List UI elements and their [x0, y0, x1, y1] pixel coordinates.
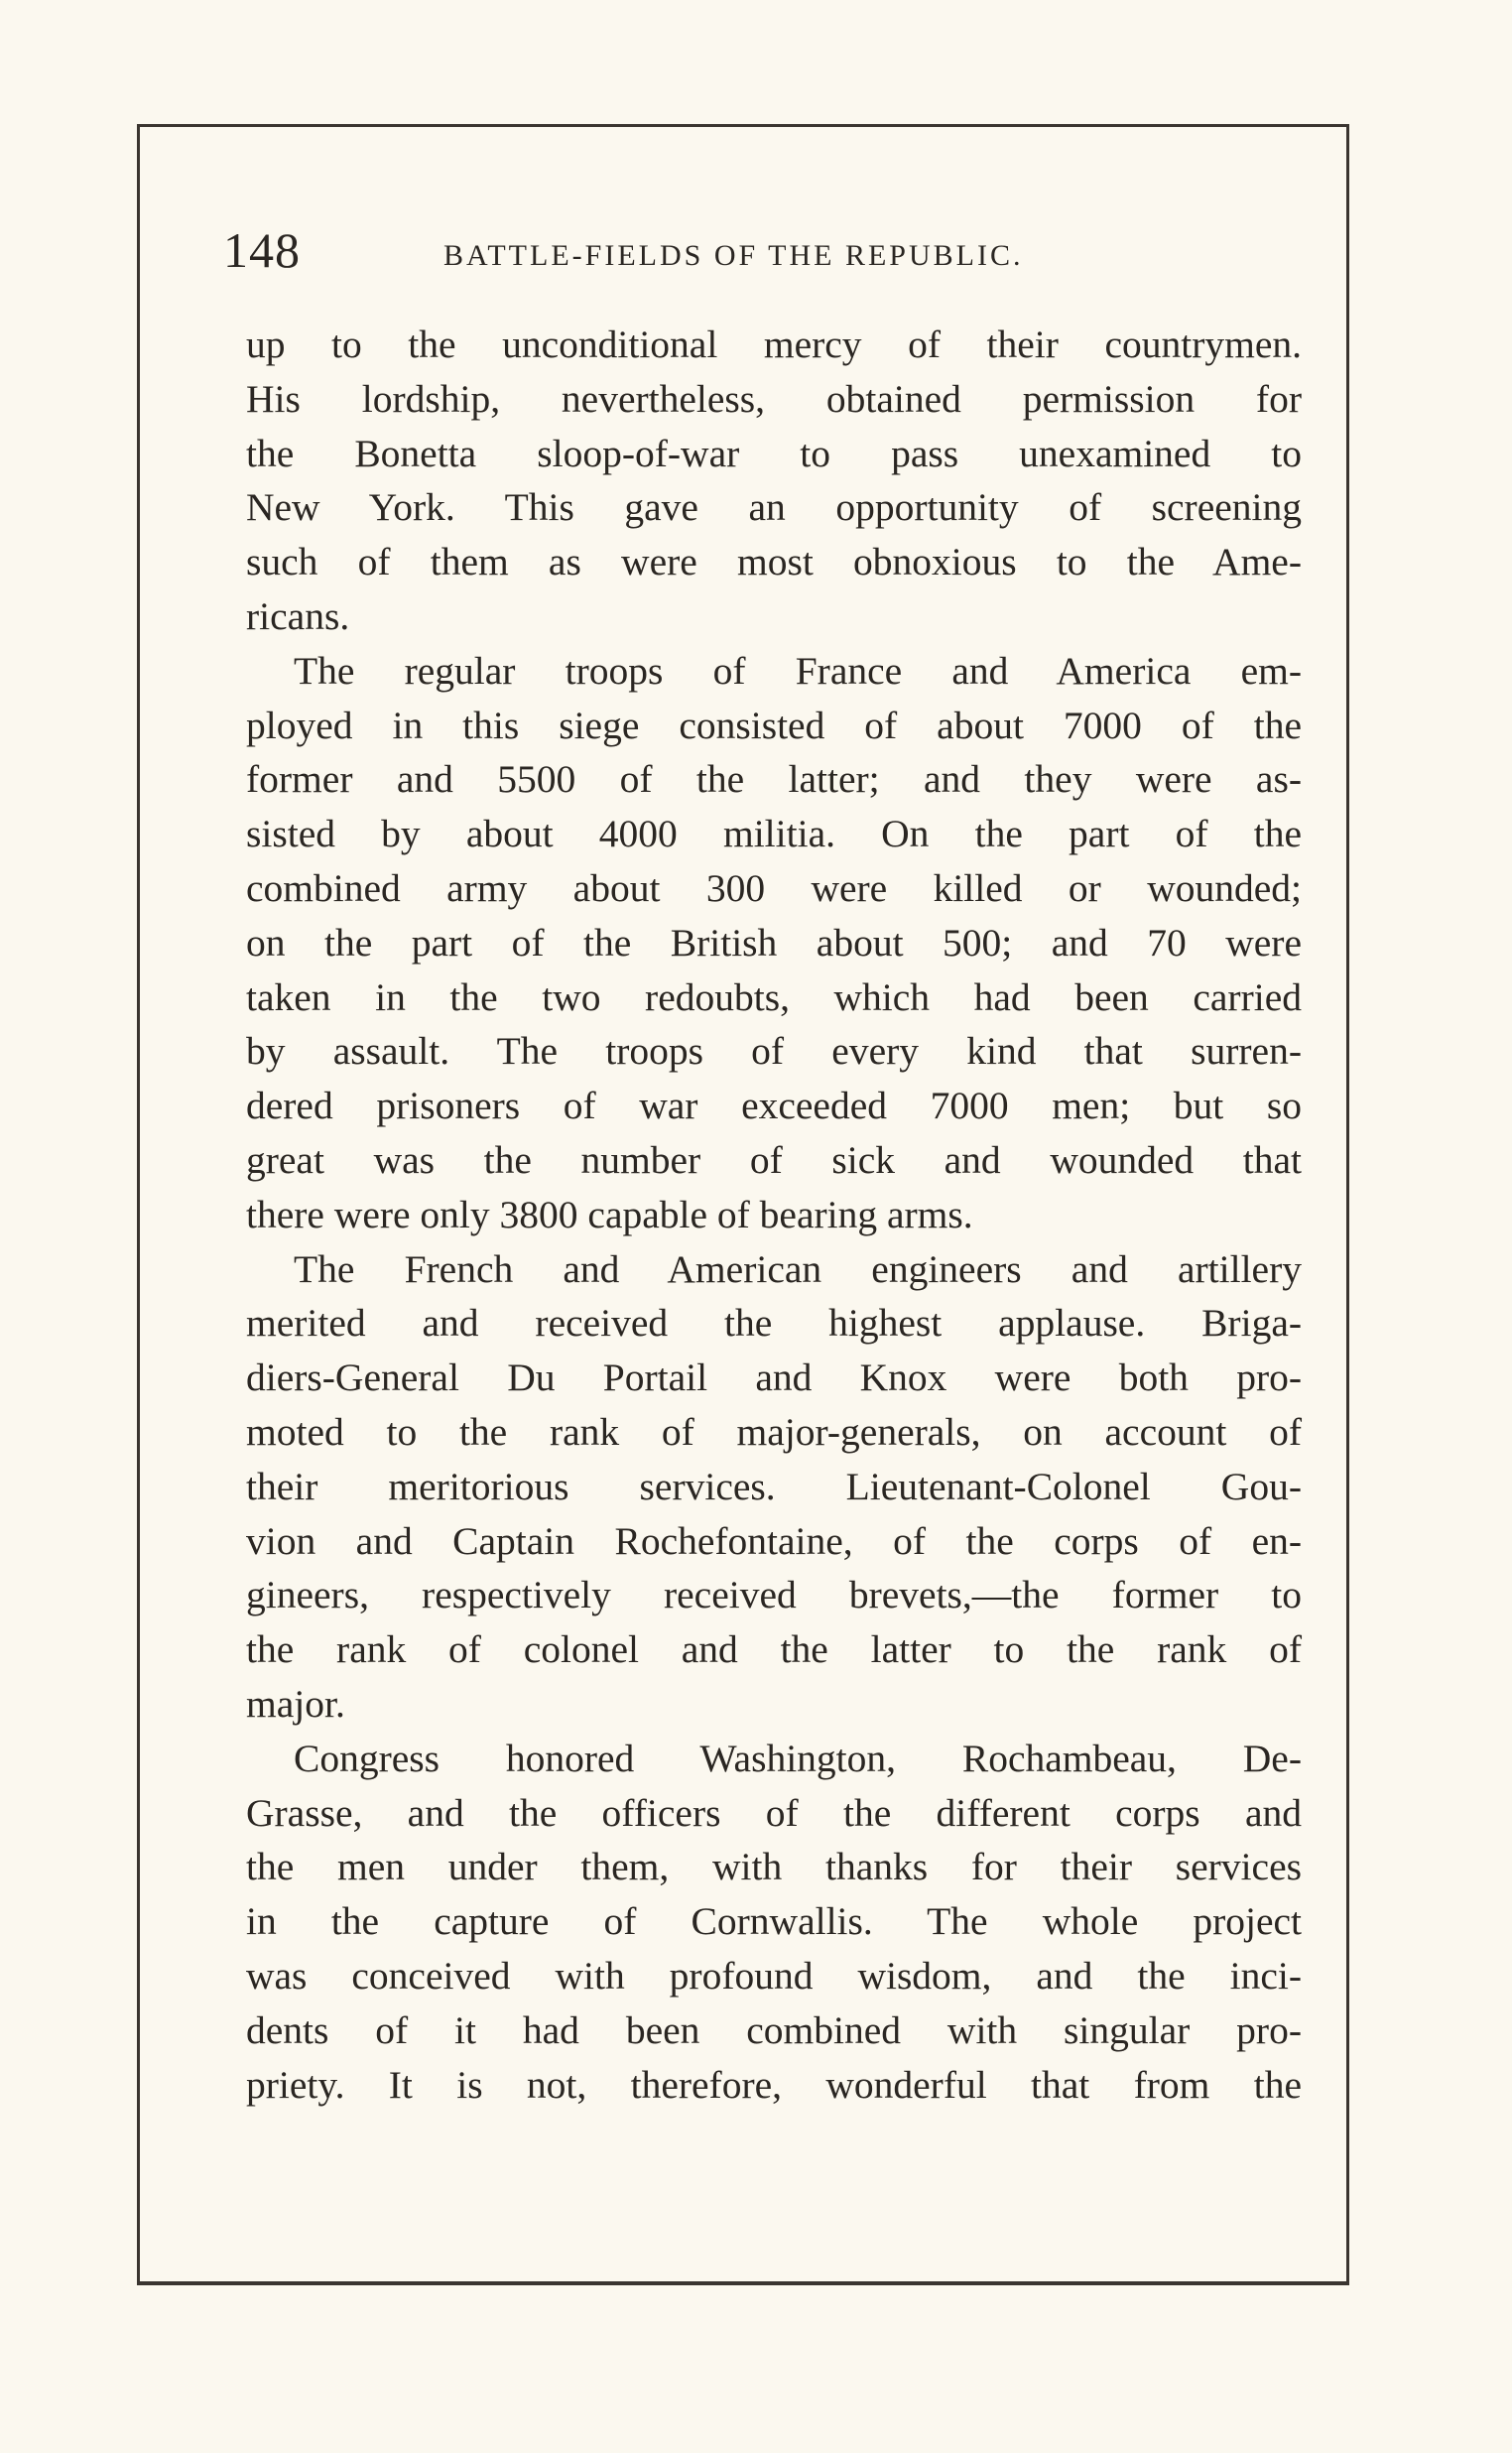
text-line: major.	[246, 1681, 345, 1726]
text-line: was conceived with profound wisdom, and the inci-	[246, 1953, 1302, 1998]
text-line: former and 5500 of the latter; and they were as-	[246, 757, 1302, 802]
text-line: gineers, respectively received brevets,—the former to	[246, 1573, 1302, 1617]
text-line: by assault. The troops of every kind that surren-	[246, 1029, 1302, 1074]
paragraph-4	[246, 1732, 1302, 2113]
text-line: their meritorious services. Lieutenant-Colonel Gou-	[246, 1464, 1302, 1508]
text-line: ployed in this siege consisted of about 7000 of the	[246, 703, 1302, 747]
text-line: up to the unconditional mercy of their countrymen.	[246, 323, 1302, 366]
text-line: taken in the two redoubts, which had been carried	[246, 974, 1302, 1019]
paragraph-3	[246, 1242, 1302, 1732]
text-line: the rank of colonel and the latter to the rank of	[246, 1627, 1302, 1672]
text-line: great was the number of sick and wounded that	[246, 1137, 1302, 1182]
text-line: sisted by about 4000 militia. On the part of the	[246, 812, 1302, 856]
paragraph-1	[246, 318, 1302, 644]
text-line: such of them as were most obnoxious to the Ame-	[246, 540, 1302, 584]
text-line: moted to the rank of major-generals, on account of	[246, 1409, 1302, 1454]
text-line: vion and Captain Rochefontaine, of the corps of en-	[246, 1518, 1302, 1563]
text-line: diers-General Du Portail and Knox were both pro-	[246, 1356, 1302, 1400]
running-head: BATTLE-FIELDS OF THE REPUBLIC.	[443, 239, 1024, 272]
text-line: in the capture of Cornwallis. The whole project	[246, 1899, 1302, 1944]
text-line: dered prisoners of war exceeded 7000 men; but so	[246, 1084, 1302, 1128]
text-line: The regular troops of France and America em-	[294, 648, 1302, 693]
body-text	[246, 318, 1302, 2112]
text-line: the Bonetta sloop-of-war to pass unexamined to	[246, 431, 1302, 475]
text-line: the men under them, with thanks for their services	[246, 1845, 1302, 1889]
text-line: merited and received the highest applause. Briga-	[246, 1301, 1302, 1346]
text-line: on the part of the British about 500; and 70 were	[246, 920, 1302, 965]
text-line: The French and American engineers and artillery	[294, 1246, 1302, 1291]
text-line: dents of it had been combined with singular pro-	[246, 2007, 1302, 2052]
text-line: His lordship, nevertheless, obtained permission for	[246, 376, 1302, 421]
text-line: Congress honored Washington, Rochambeau, De-	[294, 1736, 1302, 1780]
page-number: 148	[223, 222, 301, 278]
text-line: Grasse, and the officers of the different corps and	[246, 1790, 1302, 1835]
page-header	[223, 220, 1295, 280]
paragraph-2	[246, 644, 1302, 1242]
text-line: combined army about 300 were killed or wounded;	[246, 865, 1302, 910]
text-line: priety. It is not, therefore, wonderful that from the	[246, 2062, 1302, 2107]
text-line: ricans.	[246, 593, 350, 638]
text-line: New York. This gave an opportunity of screening	[246, 485, 1302, 530]
text-line: there were only 3800 capable of bearing arms.	[246, 1192, 973, 1236]
